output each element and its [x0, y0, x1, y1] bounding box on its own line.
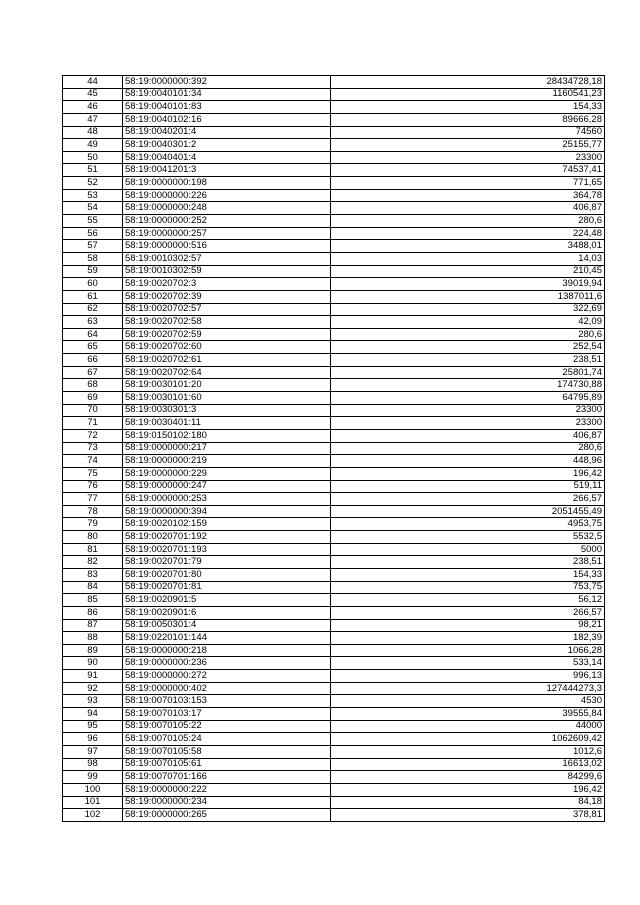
row-number-cell: 86	[63, 606, 123, 619]
row-number-cell: 81	[63, 543, 123, 556]
value-cell: 753,75	[331, 581, 605, 594]
value-cell: 5000	[331, 543, 605, 556]
cadastral-number-cell: 58:19:0070103:17	[123, 708, 331, 721]
row-number-cell: 68	[63, 379, 123, 392]
table-row	[63, 240, 605, 253]
row-number-cell: 56	[63, 227, 123, 240]
row-number-cell: 91	[63, 670, 123, 683]
table-row	[63, 480, 605, 493]
row-number-cell: 102	[63, 809, 123, 822]
table-row	[63, 341, 605, 354]
cadastral-number-cell: 58:19:0020701:193	[123, 543, 331, 556]
value-cell: 280,6	[331, 215, 605, 228]
value-cell: 996,13	[331, 670, 605, 683]
value-cell: 1387011,6	[331, 290, 605, 303]
table-row	[63, 404, 605, 417]
cadastral-number-cell: 58:19:0000000:248	[123, 202, 331, 215]
cadastral-number-cell: 58:19:0000000:198	[123, 177, 331, 190]
value-cell: 84299,6	[331, 771, 605, 784]
table-row	[63, 783, 605, 796]
cadastral-number-cell: 58:19:0000000:253	[123, 493, 331, 506]
value-cell: 771,65	[331, 177, 605, 190]
table-row	[63, 758, 605, 771]
cadastral-number-cell: 58:19:0000000:229	[123, 467, 331, 480]
row-number-cell: 57	[63, 240, 123, 253]
cadastral-number-cell: 58:19:0000000:222	[123, 783, 331, 796]
table-row	[63, 581, 605, 594]
cadastral-number-cell: 58:19:0020702:39	[123, 290, 331, 303]
cadastral-number-cell: 58:19:0020702:60	[123, 341, 331, 354]
row-number-cell: 67	[63, 366, 123, 379]
value-cell: 56,12	[331, 594, 605, 607]
table-row	[63, 227, 605, 240]
row-number-cell: 95	[63, 720, 123, 733]
value-cell: 174730,88	[331, 379, 605, 392]
cadastral-number-cell: 58:19:0070103:153	[123, 695, 331, 708]
value-cell: 196,42	[331, 783, 605, 796]
cadastral-number-cell: 58:19:0020901:6	[123, 606, 331, 619]
value-cell: 39555,84	[331, 708, 605, 721]
value-cell: 14,03	[331, 252, 605, 265]
table-row	[63, 606, 605, 619]
cadastral-number-cell: 58:19:0020102:159	[123, 518, 331, 531]
cadastral-number-cell: 58:19:0020702:61	[123, 354, 331, 367]
value-cell: 154,33	[331, 568, 605, 581]
table-row	[63, 796, 605, 809]
table-row	[63, 328, 605, 341]
table-row	[63, 429, 605, 442]
row-number-cell: 63	[63, 316, 123, 329]
table-row	[63, 771, 605, 784]
value-cell: 519,11	[331, 480, 605, 493]
cadastral-number-cell: 58:19:0020701:79	[123, 556, 331, 569]
value-cell: 224,48	[331, 227, 605, 240]
cadastral-number-cell: 58:19:0020901:5	[123, 594, 331, 607]
row-number-cell: 66	[63, 354, 123, 367]
cadastral-number-cell: 58:19:0070105:58	[123, 745, 331, 758]
cadastral-number-cell: 58:19:0040102:16	[123, 113, 331, 126]
value-cell: 3488,01	[331, 240, 605, 253]
cadastral-number-cell: 58:19:0010302:57	[123, 252, 331, 265]
table-row	[63, 543, 605, 556]
row-number-cell: 98	[63, 758, 123, 771]
value-cell: 238,51	[331, 556, 605, 569]
cadastral-number-cell: 58:19:0040101:83	[123, 101, 331, 114]
table-row	[63, 670, 605, 683]
cadastral-number-cell: 58:19:0050301:4	[123, 619, 331, 632]
row-number-cell: 100	[63, 783, 123, 796]
value-cell: 44000	[331, 720, 605, 733]
cadastral-number-cell: 58:19:0020702:59	[123, 328, 331, 341]
table-row	[63, 113, 605, 126]
value-cell: 28434728,18	[331, 76, 605, 89]
table-row	[63, 619, 605, 632]
table-row	[63, 278, 605, 291]
table-row	[63, 202, 605, 215]
row-number-cell: 96	[63, 733, 123, 746]
value-cell: 266,57	[331, 606, 605, 619]
cadastral-number-cell: 58:19:0010302:59	[123, 265, 331, 278]
cadastral-number-cell: 58:19:0040401:4	[123, 151, 331, 164]
table-row	[63, 682, 605, 695]
table-row	[63, 594, 605, 607]
row-number-cell: 48	[63, 126, 123, 139]
cadastral-number-cell: 58:19:0000000:252	[123, 215, 331, 228]
row-number-cell: 85	[63, 594, 123, 607]
value-cell: 378,81	[331, 809, 605, 822]
value-cell: 4953,75	[331, 518, 605, 531]
row-number-cell: 88	[63, 632, 123, 645]
value-cell: 74560	[331, 126, 605, 139]
table-row	[63, 252, 605, 265]
row-number-cell: 94	[63, 708, 123, 721]
value-cell: 238,51	[331, 354, 605, 367]
row-number-cell: 82	[63, 556, 123, 569]
cadastral-number-cell: 58:19:0040301:2	[123, 139, 331, 152]
table-row	[63, 455, 605, 468]
row-number-cell: 71	[63, 417, 123, 430]
cadastral-number-cell: 58:19:0000000:394	[123, 505, 331, 518]
table-row	[63, 556, 605, 569]
value-cell: 196,42	[331, 467, 605, 480]
row-number-cell: 47	[63, 113, 123, 126]
row-number-cell: 59	[63, 265, 123, 278]
table-row	[63, 493, 605, 506]
cadastral-number-cell: 58:19:0020702:3	[123, 278, 331, 291]
cadastral-number-cell: 58:19:0070105:24	[123, 733, 331, 746]
table-row	[63, 417, 605, 430]
table-row	[63, 303, 605, 316]
cadastral-number-cell: 58:19:0000000:516	[123, 240, 331, 253]
value-cell: 16613,02	[331, 758, 605, 771]
cadastral-number-cell: 58:19:0030101:60	[123, 392, 331, 405]
value-cell: 280,6	[331, 328, 605, 341]
table-row	[63, 316, 605, 329]
row-number-cell: 64	[63, 328, 123, 341]
cadastral-number-cell: 58:19:0070105:22	[123, 720, 331, 733]
row-number-cell: 87	[63, 619, 123, 632]
row-number-cell: 90	[63, 657, 123, 670]
value-cell: 23300	[331, 151, 605, 164]
row-number-cell: 97	[63, 745, 123, 758]
row-number-cell: 52	[63, 177, 123, 190]
table-row	[63, 505, 605, 518]
value-cell: 533,14	[331, 657, 605, 670]
table-row	[63, 126, 605, 139]
table-row	[63, 151, 605, 164]
row-number-cell: 75	[63, 467, 123, 480]
cadastral-number-cell: 58:19:0000000:219	[123, 455, 331, 468]
table-row	[63, 139, 605, 152]
cadastral-value-table	[62, 75, 605, 822]
row-number-cell: 80	[63, 531, 123, 544]
cadastral-number-cell: 58:19:0030401:11	[123, 417, 331, 430]
cadastral-number-cell: 58:19:0000000:218	[123, 644, 331, 657]
table-row	[63, 632, 605, 645]
row-number-cell: 61	[63, 290, 123, 303]
row-number-cell: 83	[63, 568, 123, 581]
cadastral-number-cell: 58:19:0000000:217	[123, 442, 331, 455]
cadastral-number-cell: 58:19:0000000:234	[123, 796, 331, 809]
value-cell: 25155,77	[331, 139, 605, 152]
row-number-cell: 49	[63, 139, 123, 152]
table-row	[63, 745, 605, 758]
row-number-cell: 74	[63, 455, 123, 468]
value-cell: 127444273,3	[331, 682, 605, 695]
row-number-cell: 45	[63, 88, 123, 101]
row-number-cell: 72	[63, 429, 123, 442]
value-cell: 39019,94	[331, 278, 605, 291]
cadastral-number-cell: 58:19:0040201:4	[123, 126, 331, 139]
table-row	[63, 189, 605, 202]
row-number-cell: 77	[63, 493, 123, 506]
value-cell: 182,39	[331, 632, 605, 645]
row-number-cell: 101	[63, 796, 123, 809]
cadastral-number-cell: 58:19:0070701:166	[123, 771, 331, 784]
cadastral-number-cell: 58:19:0000000:257	[123, 227, 331, 240]
row-number-cell: 46	[63, 101, 123, 114]
cadastral-number-cell: 58:19:0000000:272	[123, 670, 331, 683]
value-cell: 74537,41	[331, 164, 605, 177]
row-number-cell: 76	[63, 480, 123, 493]
cadastral-number-cell: 58:19:0000000:236	[123, 657, 331, 670]
table-row	[63, 290, 605, 303]
table-row	[63, 76, 605, 89]
row-number-cell: 79	[63, 518, 123, 531]
row-number-cell: 60	[63, 278, 123, 291]
row-number-cell: 62	[63, 303, 123, 316]
value-cell: 1012,6	[331, 745, 605, 758]
row-number-cell: 65	[63, 341, 123, 354]
value-cell: 322,69	[331, 303, 605, 316]
value-cell: 1062609,42	[331, 733, 605, 746]
cadastral-number-cell: 58:19:0030101:20	[123, 379, 331, 392]
row-number-cell: 44	[63, 76, 123, 89]
cadastral-number-cell: 58:19:0150102:180	[123, 429, 331, 442]
value-cell: 448,96	[331, 455, 605, 468]
row-number-cell: 51	[63, 164, 123, 177]
row-number-cell: 99	[63, 771, 123, 784]
cadastral-number-cell: 58:19:0000000:226	[123, 189, 331, 202]
value-cell: 42,09	[331, 316, 605, 329]
value-cell: 89666,28	[331, 113, 605, 126]
table-row	[63, 518, 605, 531]
row-number-cell: 89	[63, 644, 123, 657]
table-row	[63, 708, 605, 721]
table-row	[63, 644, 605, 657]
table-row	[63, 695, 605, 708]
cadastral-number-cell: 58:19:0000000:402	[123, 682, 331, 695]
value-cell: 252,54	[331, 341, 605, 354]
value-cell: 154,33	[331, 101, 605, 114]
row-number-cell: 58	[63, 252, 123, 265]
value-cell: 266,57	[331, 493, 605, 506]
cadastral-number-cell: 58:19:0000000:392	[123, 76, 331, 89]
value-cell: 4530	[331, 695, 605, 708]
cadastral-number-cell: 58:19:0030301:3	[123, 404, 331, 417]
table-row	[63, 177, 605, 190]
value-cell: 23300	[331, 417, 605, 430]
cadastral-number-cell: 58:19:0041201:3	[123, 164, 331, 177]
table-row	[63, 568, 605, 581]
cadastral-number-cell: 58:19:0020701:192	[123, 531, 331, 544]
table-row	[63, 354, 605, 367]
table-row	[63, 442, 605, 455]
value-cell: 2051455,49	[331, 505, 605, 518]
table-row	[63, 366, 605, 379]
table-row	[63, 733, 605, 746]
table-body	[63, 76, 605, 822]
value-cell: 280,6	[331, 442, 605, 455]
value-cell: 5532,5	[331, 531, 605, 544]
row-number-cell: 54	[63, 202, 123, 215]
cadastral-number-cell: 58:19:0220101:144	[123, 632, 331, 645]
table-row	[63, 809, 605, 822]
table-row	[63, 215, 605, 228]
row-number-cell: 50	[63, 151, 123, 164]
cadastral-number-cell: 58:19:0020702:58	[123, 316, 331, 329]
row-number-cell: 70	[63, 404, 123, 417]
value-cell: 64795,89	[331, 392, 605, 405]
value-cell: 84,18	[331, 796, 605, 809]
value-cell: 1066,28	[331, 644, 605, 657]
table-row	[63, 88, 605, 101]
row-number-cell: 92	[63, 682, 123, 695]
value-cell: 1160541,23	[331, 88, 605, 101]
row-number-cell: 55	[63, 215, 123, 228]
table-row	[63, 720, 605, 733]
row-number-cell: 84	[63, 581, 123, 594]
value-cell: 406,87	[331, 202, 605, 215]
table-row	[63, 164, 605, 177]
table-row	[63, 531, 605, 544]
row-number-cell: 69	[63, 392, 123, 405]
cadastral-number-cell: 58:19:0000000:247	[123, 480, 331, 493]
cadastral-number-cell: 58:19:0020702:57	[123, 303, 331, 316]
value-cell: 23300	[331, 404, 605, 417]
table-row	[63, 392, 605, 405]
row-number-cell: 53	[63, 189, 123, 202]
cadastral-number-cell: 58:19:0020702:64	[123, 366, 331, 379]
row-number-cell: 93	[63, 695, 123, 708]
value-cell: 210,45	[331, 265, 605, 278]
table-row	[63, 467, 605, 480]
cadastral-number-cell: 58:19:0070105:61	[123, 758, 331, 771]
table-row	[63, 101, 605, 114]
cadastral-number-cell: 58:19:0000000:265	[123, 809, 331, 822]
cadastral-number-cell: 58:19:0020701:81	[123, 581, 331, 594]
table-row	[63, 379, 605, 392]
value-cell: 406,87	[331, 429, 605, 442]
cadastral-number-cell: 58:19:0040101:34	[123, 88, 331, 101]
table-row	[63, 657, 605, 670]
row-number-cell: 73	[63, 442, 123, 455]
table-row	[63, 265, 605, 278]
cadastral-number-cell: 58:19:0020701:80	[123, 568, 331, 581]
value-cell: 364,78	[331, 189, 605, 202]
value-cell: 25801,74	[331, 366, 605, 379]
value-cell: 98,21	[331, 619, 605, 632]
row-number-cell: 78	[63, 505, 123, 518]
